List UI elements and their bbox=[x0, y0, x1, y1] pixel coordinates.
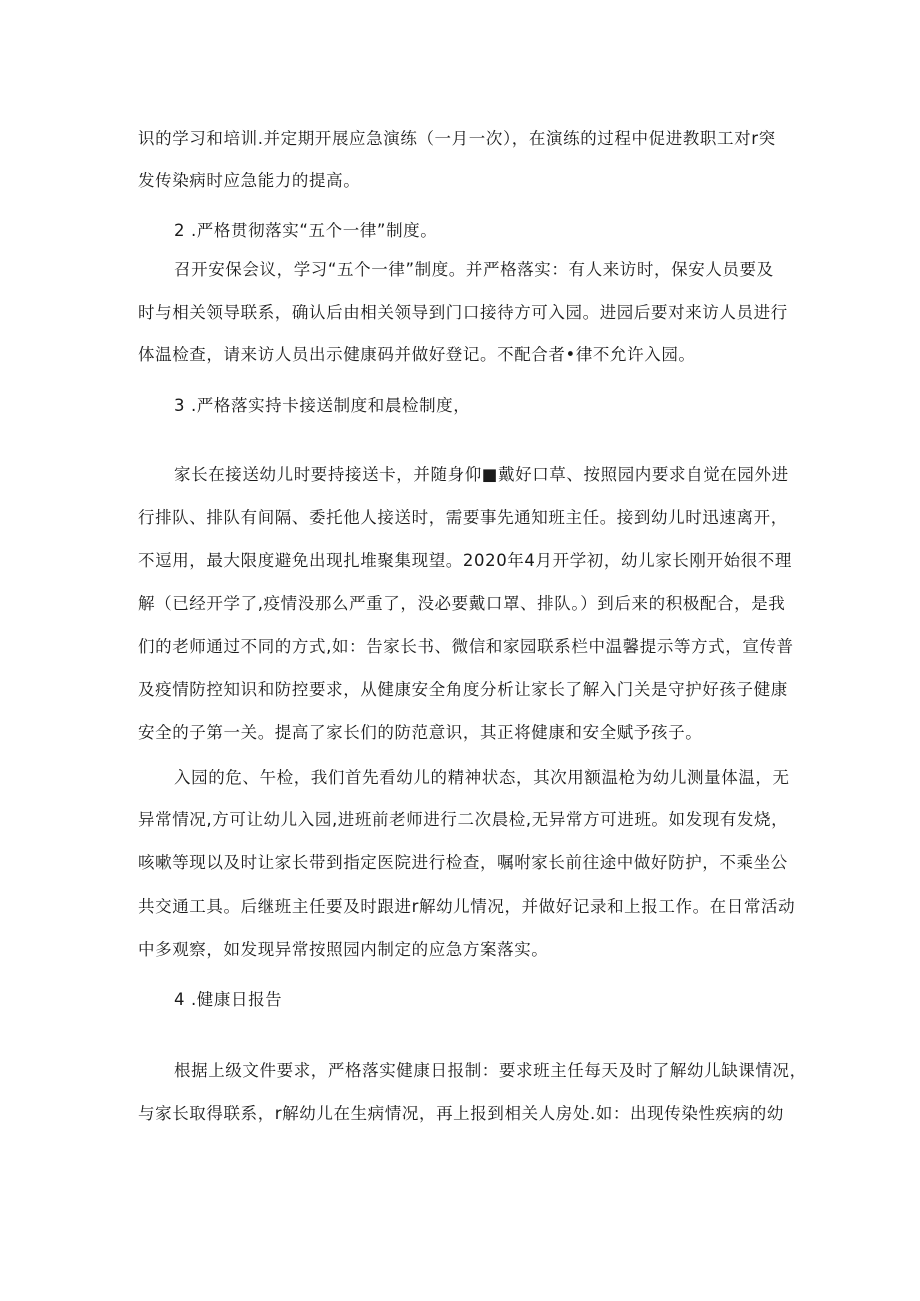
text-line: 共交通工具。后继班主任要及时跟进r解幼儿情况，并做好记录和上报工作。在日常活动 bbox=[138, 897, 796, 916]
text-line: 行排队、排队有间隔、委托他人接送时，需要事先通知班主任。接到幼儿时迅速离开， bbox=[138, 508, 788, 527]
text-line: 体温检查，请来访人员出示健康码并做好登记。不配合者•律不允许入园。 bbox=[138, 345, 696, 364]
text-line: 与家长取得联系，r解幼儿在生病情况，再上报到相关人房处.如：出现传染性疾病的幼 bbox=[138, 1104, 784, 1123]
text-line: 入园的危、午检，我们首先看幼儿的精神状态，其次用额温枪为幼儿测量体温，无 bbox=[174, 768, 790, 787]
text-line: 根据上级文件要求，严格落实健康日报制：要求班主任每天及时了解幼儿缺课情况， bbox=[174, 1061, 807, 1080]
text-line: 发传染病时应急能力的提高。 bbox=[138, 171, 361, 190]
text-line: 异常情况,方可让幼儿入园,进班前老师进行二次晨检,无异常方可进班。如发现有发烧， bbox=[138, 810, 789, 829]
section-3-heading: 3 .严格落实持卡接送制度和晨检制度， bbox=[174, 396, 471, 415]
section-4-heading: 4 .健康日报告 bbox=[174, 990, 283, 1009]
text-line: 召开安保会议，学习“五个一律”制度。并严格落实：有人来访时，保安人员要及 bbox=[174, 260, 774, 279]
text-line: 安全的子第一关。提高了家长们的防范意识，其正将健康和安全赋予孩子。 bbox=[138, 723, 703, 742]
section-2-heading: 2 .严格贯彻落实“五个一律”制度。 bbox=[174, 221, 438, 240]
text-line: 及疫情防控知识和防控要求，从健康安全角度分析让家长了解入门关是守护好孩子健康 bbox=[138, 680, 788, 699]
text-line: 咳嗽等现以及时让家长带到指定医院进行检查，嘱咐家长前往途中做好防护，不乘坐公 bbox=[138, 853, 788, 872]
text-line: 们的老师通过不同的方式,如：告家长书、微信和家园联系栏中温馨提示等方式，宣传普 bbox=[138, 637, 794, 656]
text-line: 识的学习和培训.并定期开展应急演练（一月一次），在演练的过程中促进教职工对r突 bbox=[138, 129, 776, 148]
text-line: 解（已经开学了,疫情没那么严重了，没必要戴口罩、排队。）到后来的积极配合，是我 bbox=[138, 594, 786, 613]
text-line: 不逗用，最大限度避免出现扎堆聚集现望。2020年4月开学初，幼儿家长刚开始很不理 bbox=[138, 551, 792, 570]
text-line: 中多观察，如发现异常按照园内制定的应急方案落实。 bbox=[138, 940, 549, 959]
text-line: 时与相关领导联系，确认后由相关领导到门口接待方可入园。进园后要对来访人员进行 bbox=[138, 303, 788, 322]
text-line: 家长在接送幼儿时要持接送卡，并随身仰■戴好口草、按照园内要求自觉在园外进 bbox=[174, 465, 789, 484]
